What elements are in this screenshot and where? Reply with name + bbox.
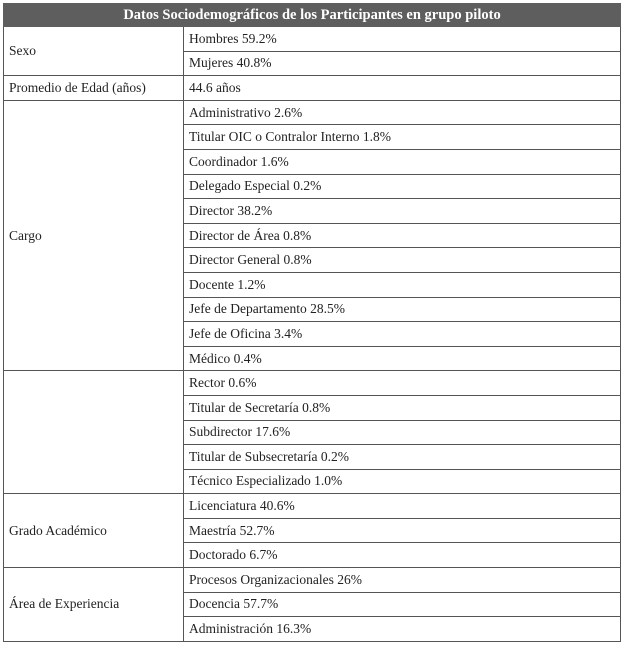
value-cell: Procesos Organizacionales 26%	[184, 568, 621, 593]
value-cell: Subdirector 17.6%	[184, 420, 621, 445]
value-cell: Delegado Especial 0.2%	[184, 174, 621, 199]
value-cell: Administrativo 2.6%	[184, 100, 621, 125]
value-cell: Docente 1.2%	[184, 272, 621, 297]
group-label-cell: Promedio de Edad (años)	[4, 76, 184, 101]
value-cell: Titular OIC o Contralor Interno 1.8%	[184, 125, 621, 150]
value-cell: Médico 0.4%	[184, 346, 621, 371]
sociodemographic-table	[3, 3, 621, 642]
value-cell: Titular de Secretaría 0.8%	[184, 395, 621, 420]
value-cell: Doctorado 6.7%	[184, 543, 621, 568]
value-cell: Director General 0.8%	[184, 248, 621, 273]
table-title: Datos Sociodemográficos de los Participantes en grupo piloto	[4, 4, 621, 27]
table-row	[4, 494, 621, 519]
value-cell: Técnico Especializado 1.0%	[184, 469, 621, 494]
table-row	[4, 27, 621, 52]
value-cell: Coordinador 1.6%	[184, 149, 621, 174]
value-cell: Licenciatura 40.6%	[184, 494, 621, 519]
value-cell: 44.6 años	[184, 76, 621, 101]
value-cell: Mujeres 40.8%	[184, 51, 621, 76]
table-row	[4, 568, 621, 593]
table-body	[4, 27, 621, 642]
value-cell: Director de Área 0.8%	[184, 223, 621, 248]
table-row	[4, 371, 621, 396]
sociodemographic-table-container	[3, 3, 620, 642]
value-cell: Director 38.2%	[184, 199, 621, 224]
group-label-cell: Grado Académico	[4, 494, 184, 568]
value-cell: Jefe de Oficina 3.4%	[184, 322, 621, 347]
value-cell: Maestría 52.7%	[184, 518, 621, 543]
table-header-row	[4, 4, 621, 27]
value-cell: Administración 16.3%	[184, 617, 621, 642]
value-cell: Rector 0.6%	[184, 371, 621, 396]
group-label-cell: Sexo	[4, 27, 184, 76]
group-label-cell: Cargo	[4, 100, 184, 371]
value-cell: Jefe de Departamento 28.5%	[184, 297, 621, 322]
value-cell: Docencia 57.7%	[184, 592, 621, 617]
table-row	[4, 100, 621, 125]
value-cell: Titular de Subsecretaría 0.2%	[184, 445, 621, 470]
value-cell: Hombres 59.2%	[184, 27, 621, 52]
group-label-cell: Área de Experiencia	[4, 568, 184, 642]
group-label-cell	[4, 371, 184, 494]
table-row	[4, 76, 621, 101]
